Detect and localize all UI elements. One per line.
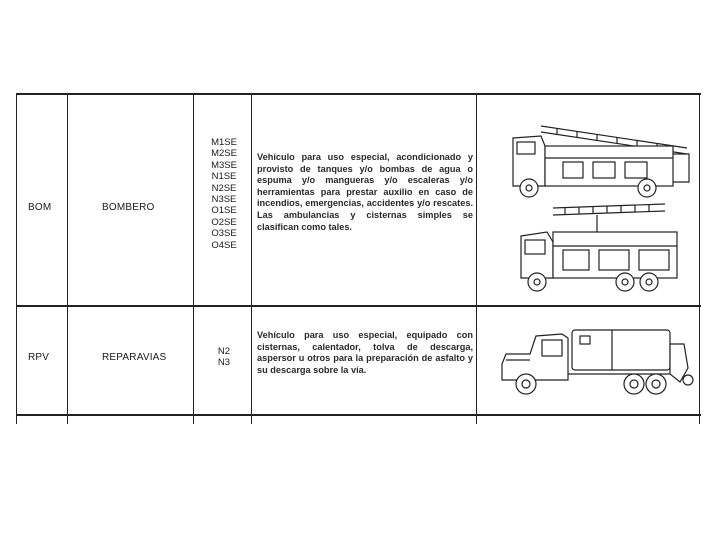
vehicle-code: RPV — [28, 352, 50, 363]
vehicle-description: Vehículo para uso especial, acondicionado y provisto de tanques y/o bombas de agua o espuma y/o mangueras y/o escaleras y/o herramientas para prestar auxilio en caso de incendios, emergencias, accidentes y/o rescates. Las ambulancias y cisternas simples se clasifican como tales. — [257, 152, 473, 232]
fire-truck-aerial-ladder-icon — [497, 198, 695, 298]
column-divider — [16, 95, 17, 305]
vehicle-classification-table — [16, 93, 701, 424]
column-divider — [251, 307, 252, 414]
category: N3SE — [211, 194, 237, 206]
category: N1SE — [211, 171, 237, 183]
table-row-partial — [16, 416, 701, 424]
vehicle-categories — [199, 137, 249, 251]
vehicle-name: REPARAVIAS — [102, 352, 167, 363]
category: N2SE — [211, 182, 237, 194]
column-divider — [699, 416, 700, 424]
column-divider — [476, 307, 477, 414]
column-divider — [251, 416, 252, 424]
fire-truck-ladder-icon — [497, 108, 695, 198]
column-divider — [67, 95, 68, 305]
category: M1SE — [211, 137, 237, 148]
column-divider — [16, 307, 17, 414]
vehicle-code: BOM — [28, 202, 52, 213]
table-row — [16, 307, 701, 416]
column-divider — [193, 95, 194, 305]
column-divider — [16, 416, 17, 424]
column-divider — [476, 95, 477, 305]
category: O2SE — [211, 216, 237, 228]
category: M2SE — [211, 148, 237, 160]
column-divider — [67, 307, 68, 414]
category: O1SE — [211, 205, 237, 217]
column-divider — [193, 307, 194, 414]
column-divider — [251, 95, 252, 305]
column-divider — [699, 307, 700, 414]
column-divider — [476, 416, 477, 424]
category: O4SE — [211, 239, 237, 251]
column-divider — [67, 416, 68, 424]
vehicle-name: BOMBERO — [102, 202, 155, 213]
category: N3 — [217, 357, 231, 369]
vehicle-categories — [199, 346, 249, 369]
category: N2 — [217, 346, 231, 357]
table-row — [16, 95, 701, 307]
column-divider — [193, 416, 194, 424]
vehicle-description: Vehículo para uso especial, equipado con cisternas, calentador, tolva de descarga, aspersor u otros para la preparación de asfalto y su descarga sobre la vía. — [257, 330, 473, 375]
category: O3SE — [211, 228, 237, 240]
column-divider — [699, 95, 700, 305]
category: M3SE — [211, 159, 237, 171]
road-repair-truck-icon — [492, 324, 697, 399]
